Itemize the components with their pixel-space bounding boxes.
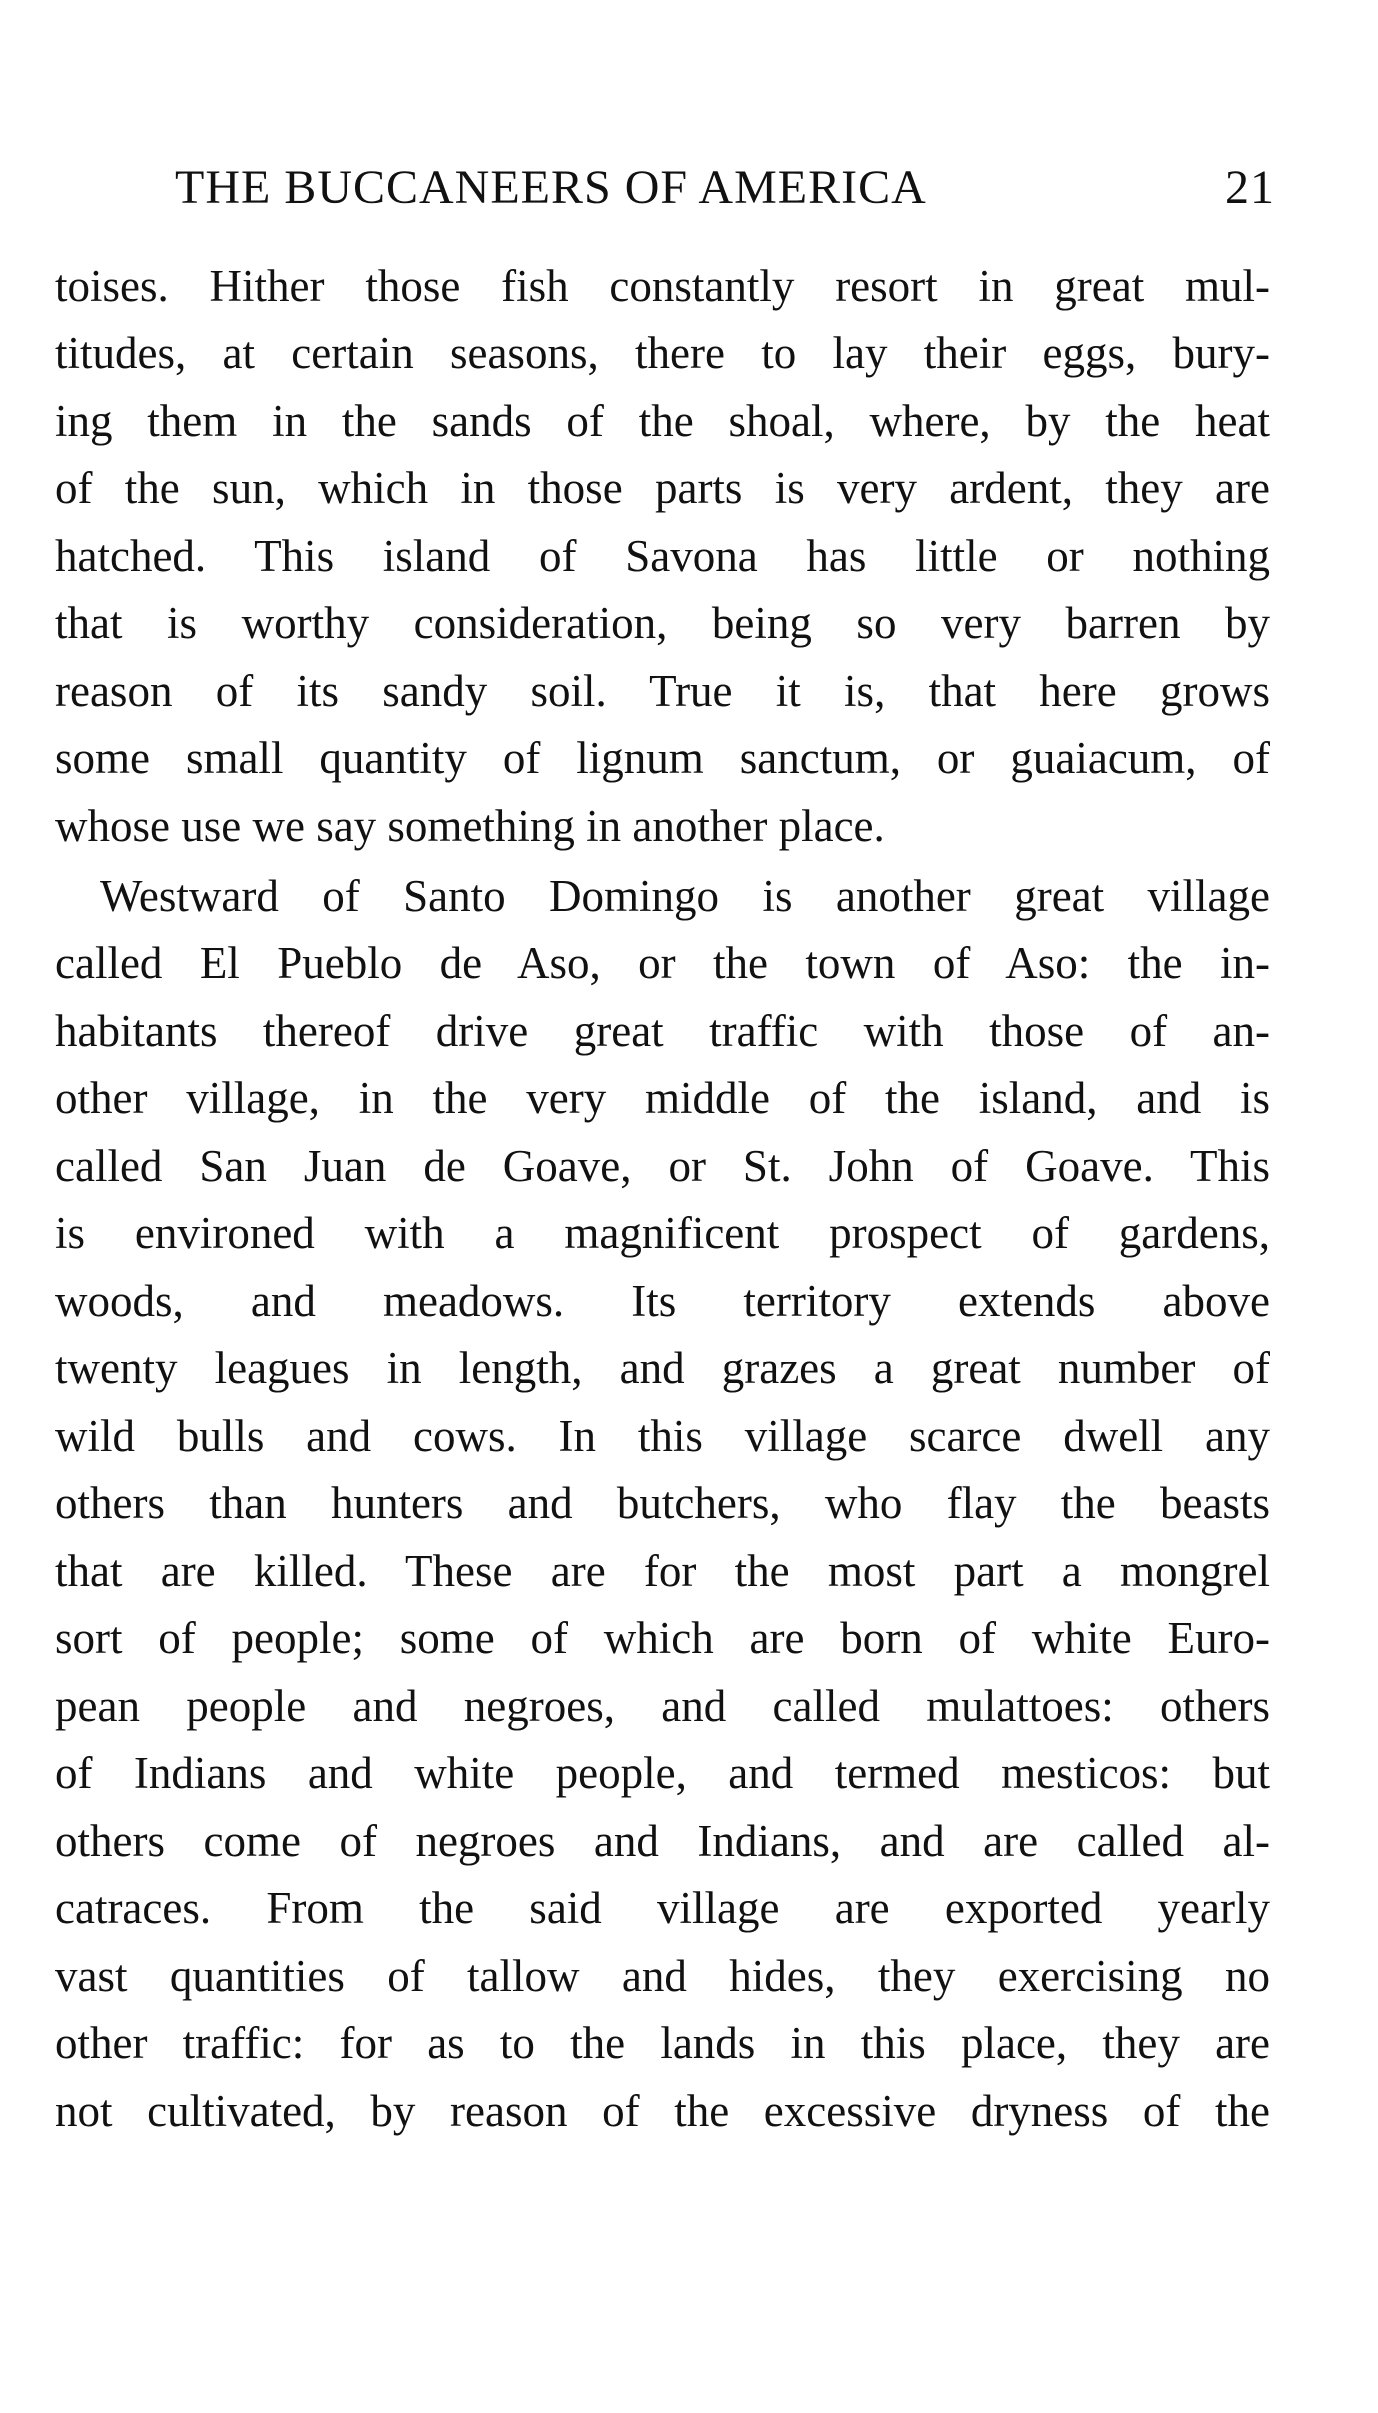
text-line: wild bulls and cows. In this village scarce dwell any xyxy=(55,1411,1270,1461)
text-line: that is worthy consideration, being so very barren by xyxy=(55,598,1270,648)
text-line: others than hunters and butchers, who flay the beasts xyxy=(55,1478,1270,1528)
running-title: THE BUCCANEERS OF AMERICA xyxy=(175,161,927,214)
text-line: that are killed. These are for the most part a mongrel xyxy=(55,1546,1270,1596)
text-line: others come of negroes and Indians, and are called al- xyxy=(55,1816,1270,1866)
text-line: habitants thereof drive great traffic with those of an- xyxy=(55,1006,1270,1056)
text-line: is environed with a magnificent prospect of gardens, xyxy=(55,1208,1270,1258)
text-line: not cultivated, by reason of the excessive dryness of the xyxy=(55,2086,1270,2136)
text-line: twenty leagues in length, and grazes a great number of xyxy=(55,1343,1270,1393)
text-line: called El Pueblo de Aso, or the town of Aso: the in- xyxy=(55,938,1270,988)
text-line: pean people and negroes, and called mulattoes: others xyxy=(55,1681,1270,1731)
text-line: Westward of Santo Domingo is another great village xyxy=(100,871,1270,921)
text-line: vast quantities of tallow and hides, they exercising no xyxy=(55,1951,1270,2001)
text-line: hatched. This island of Savona has little or nothing xyxy=(55,531,1270,581)
text-line: woods, and meadows. Its territory extends above xyxy=(55,1276,1270,1326)
text-line: sort of people; some of which are born of white Euro- xyxy=(55,1613,1270,1663)
page-number: 21 xyxy=(1225,161,1275,214)
text-line: ing them in the sands of the shoal, where, by the heat xyxy=(55,396,1270,446)
text-line: of Indians and white people, and termed mesticos: but xyxy=(55,1748,1270,1798)
text-line: toises. Hither those fish constantly resort in great mul- xyxy=(55,261,1270,311)
text-line: catraces. From the said village are exported yearly xyxy=(55,1883,1270,1933)
text-line: called San Juan de Goave, or St. John of Goave. This xyxy=(55,1141,1270,1191)
running-head xyxy=(175,160,1275,220)
text-line: reason of its sandy soil. True it is, that here grows xyxy=(55,666,1270,716)
text-line: titudes, at certain seasons, there to lay their eggs, bury- xyxy=(55,328,1270,378)
text-line: other traffic: for as to the lands in this place, they are xyxy=(55,2018,1270,2068)
text-line: other village, in the very middle of the island, and is xyxy=(55,1073,1270,1123)
text-line: some small quantity of lignum sanctum, or guaiacum, of xyxy=(55,733,1270,783)
text-line: whose use we say something in another place. xyxy=(55,801,885,851)
text-line: of the sun, which in those parts is very ardent, they are xyxy=(55,463,1270,513)
